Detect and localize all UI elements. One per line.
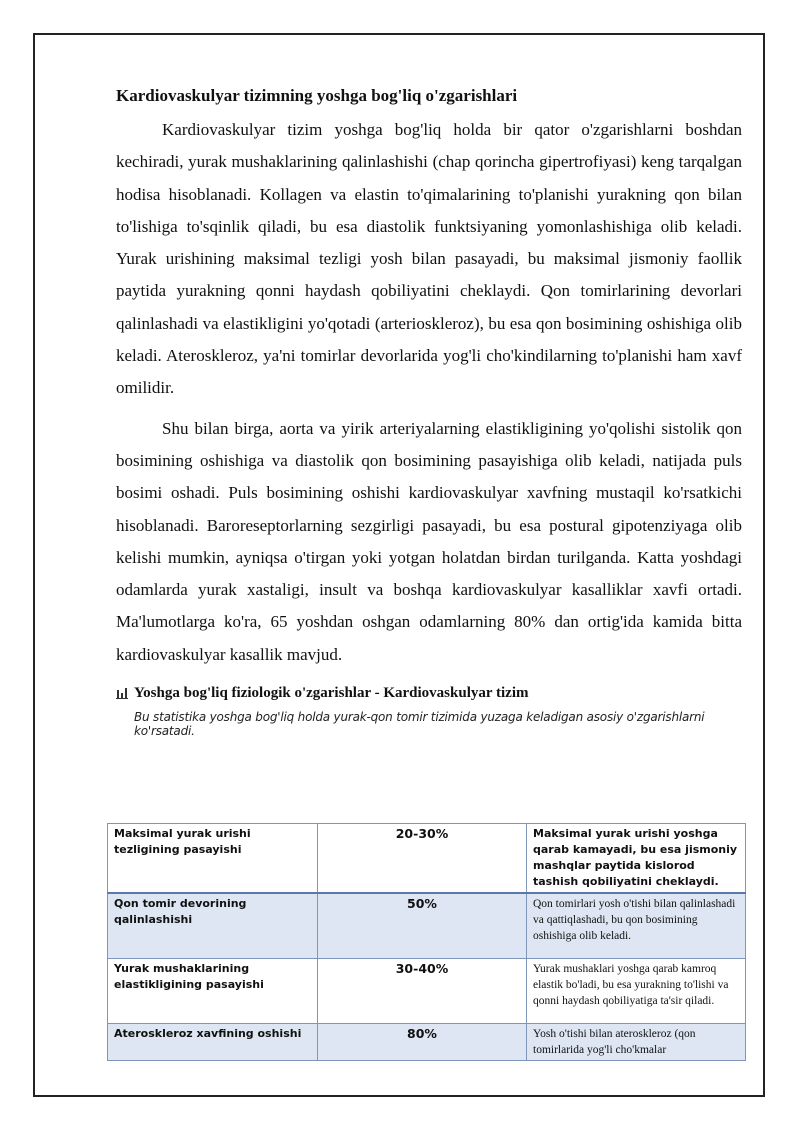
paragraph-1: Kardiovaskulyar tizim yoshga bog'liq holda bir qator o'zgarishlarni boshdan kechiradi, yurak mushaklarining qalinlashishi (chap qorincha gipertrofiyasi) keng tarqalgan hodisa hisoblanadi. Kollagen va elastin to'qimalarining to'planishi yurakning qon bilan to'lishiga to'sqinlik qiladi, bu esa diastolik funktsiyaning yomonlashishiga olib keladi. Yurak urishining maksimal tezligi yosh bilan pasayadi, bu maksimal jismoniy faollik paytida yurakning qonni haydash qobiliyatini cheklaydi. Qon tomirlarining devorlari qalinlashadi va elastikligini yo'qotadi (arterioskleroz), bu esa qon bosimining oshishiga olib keladi. Ateroskleroz, ya'ni tomirlar devorlarida yog'li cho'kindilarning to'planishi ham xavf omilidir. <box>116 120 742 398</box>
row-description: Yosh o'tishi bilan ateroskleroz (qon tomirlarida yog'li cho'kmalar <box>527 1024 746 1061</box>
row-label: Qon tomir devorining qalinlashishi <box>108 893 318 959</box>
row-label: Yurak mushaklarining elastikligining pasayishi <box>108 959 318 1024</box>
chart-title: Yoshga bog'liq fiziologik o'zgarishlar - Kardiovaskulyar tizim <box>134 685 529 702</box>
document-title: Kardiovaskulyar tizimning yoshga bog'liq o'zgarishlari <box>116 86 518 105</box>
row-description: Qon tomirlari yosh o'tishi bilan qalinlashadi va qattiqlashadi, bu qon bosimining oshishiga olib keladi. <box>527 893 746 959</box>
row-value: 20-30% <box>318 824 527 894</box>
row-description: Maksimal yurak urishi yoshga qarab kamayadi, bu esa jismoniy mashqlar paytida kislorod tashish qobiliyatini cheklaydi. <box>527 824 746 894</box>
bar-chart-icon <box>116 688 128 699</box>
table-row <box>108 1024 746 1061</box>
paragraph-2: Shu bilan birga, aorta va yirik arteriyalarning elastikligining yo'qolishi sistolik qon bosimining oshishiga va diastolik qon bosimining pasayishiga olib keladi, natijada puls bosimi oshadi. Puls bosimining oshishi kardiovaskulyar xavfning mustaqil ko'rsatkichi hisoblanadi. Baroreseptorlarning sezgirligi pasayadi, bu esa postural gipotenziyaga olib kelishi mumkin, ayniqsa o'tirgan yoki yotgan holatdan birdan turilganda. Katta yoshdagi odamlarda yurak xastaligi, insult va boshqa kardiovaskulyar kasalliklar xavfi ortadi. Ma'lumotlarga ko'ra, 65 yoshdan oshgan odamlarning 80% dan ortig'ida kamida bitta kardiovaskulyar kasallik mavjud. <box>116 418 742 664</box>
row-value: 80% <box>318 1024 527 1061</box>
row-value: 50% <box>318 893 527 959</box>
row-label: Maksimal yurak urishi tezligining pasayishi <box>108 824 318 894</box>
chart-heading <box>116 685 742 702</box>
row-value: 30-40% <box>318 959 527 1024</box>
table-row <box>108 959 746 1024</box>
row-label: Ateroskleroz xavfining oshishi <box>108 1024 318 1061</box>
table-row <box>108 824 746 894</box>
document-body <box>116 86 742 738</box>
row-description: Yurak mushaklari yoshga qarab kamroq elastik bo'ladi, bu esa yurakning to'lishi va qonni haydash qobiliyatiga ta'sir qiladi. <box>527 959 746 1024</box>
table-row <box>108 893 746 959</box>
stats-table <box>107 823 746 1061</box>
chart-subtitle: Bu statistika yoshga bog'liq holda yurak-qon tomir tizimida yuzaga keladigan asosiy o'zgarishlarni ko'rsatadi. <box>134 710 705 739</box>
